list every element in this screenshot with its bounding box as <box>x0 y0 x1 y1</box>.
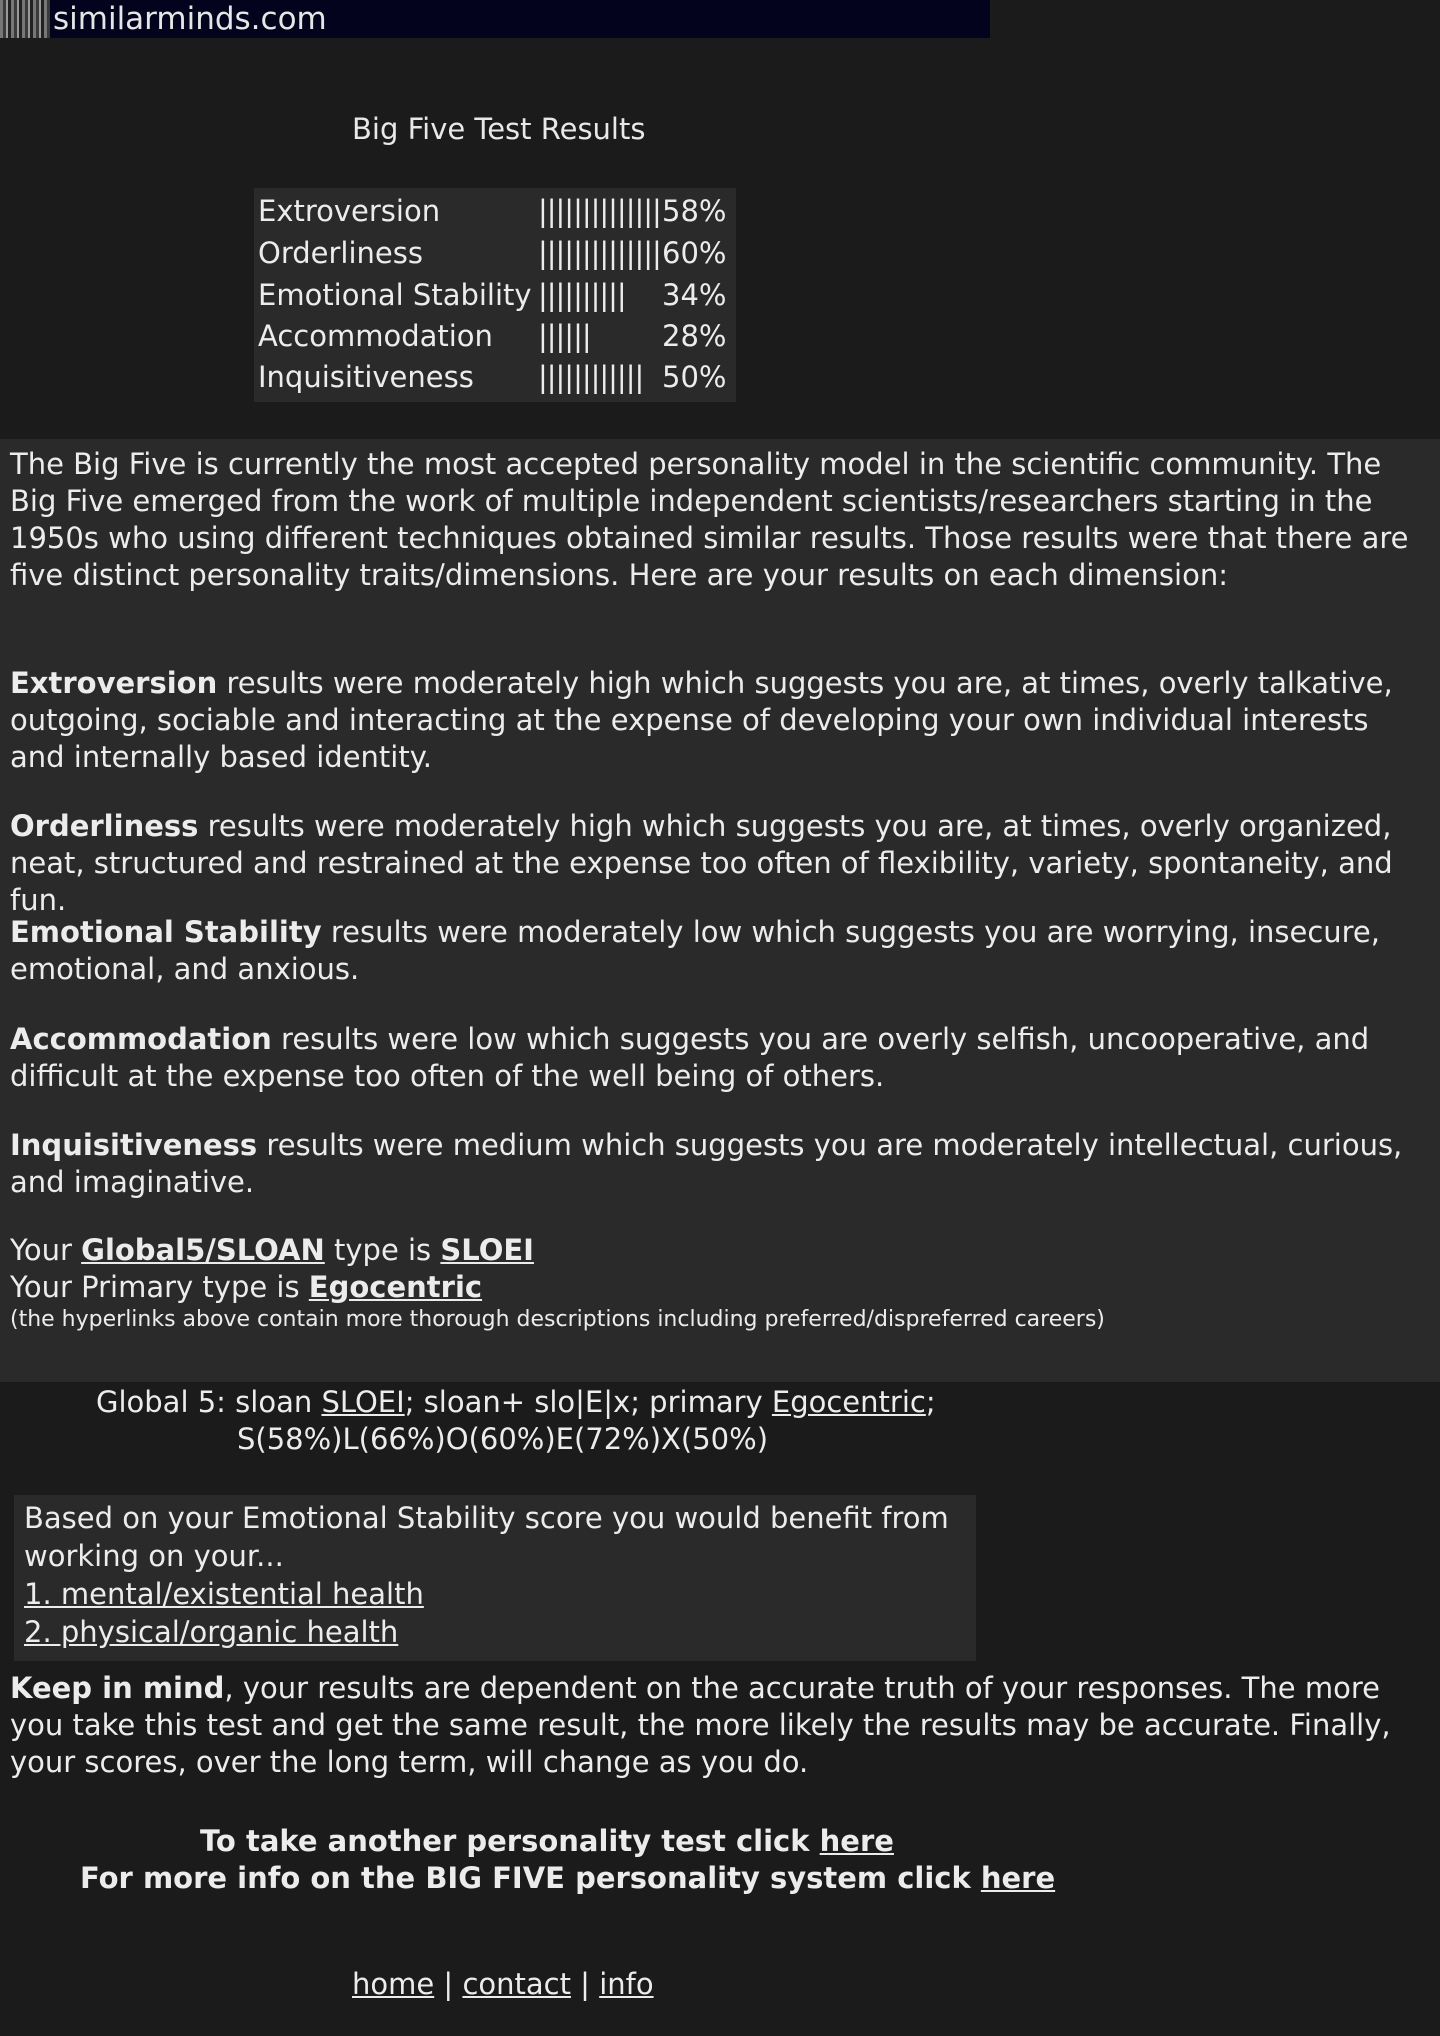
site-name[interactable]: similarminds.com <box>53 1 327 37</box>
score-percent: 28% <box>662 319 727 353</box>
intro-paragraph: The Big Five is currently the most accepted personality model in the scientific community. The Big Five emerged from the work of multiple independent scientists/researchers starting in the 1950s who using different techniques obtained similar results. Those results were that there are five distinct personality traits/dimensions. Here are your results on each dimension: <box>10 447 1409 592</box>
trait-text: results were moderately low which suggests you are worrying, insecure, emotional, and anxious. <box>10 915 1380 986</box>
trait-name: Emotional Stability <box>10 915 322 949</box>
top-bar <box>0 0 990 38</box>
score-bar: |||||||||||| <box>538 360 644 394</box>
global5-summary <box>96 1384 936 1458</box>
global5-mid: ; sloan+ slo|E|x; primary <box>404 1385 772 1419</box>
trait-text: results were moderately high which suggests you are, at times, overly organized, neat, structured and restrained at the expense too often of flexibility, variety, spontaneity, and fun. <box>10 809 1393 917</box>
score-percent: 58% <box>662 194 727 228</box>
trait-paragraph-orderliness <box>10 808 1420 919</box>
global5-primary-link[interactable]: Egocentric <box>771 1385 926 1419</box>
global5-suffix: ; <box>925 1385 936 1419</box>
score-bar: |||||||||||||| <box>538 236 661 270</box>
score-percent: 34% <box>662 278 727 312</box>
trait-label: Emotional Stability <box>258 278 532 312</box>
trait-paragraph-inquisitiveness <box>10 1127 1420 1201</box>
trait-name: Accommodation <box>10 1022 272 1056</box>
global5-sloan-link[interactable]: Global5/SLOAN <box>81 1233 325 1267</box>
trait-label: Accommodation <box>258 319 493 353</box>
score-bar: |||||| <box>538 319 591 353</box>
footer-contact-link[interactable]: contact <box>462 1967 571 2001</box>
footer-home-link[interactable]: home <box>352 1967 435 2001</box>
cta-more-info-text: For more info on the BIG FIVE personality system click <box>80 1861 981 1895</box>
cta-another-test <box>200 1823 894 1860</box>
trait-text: results were medium which suggests you are moderately intellectual, curious, and imaginative. <box>10 1128 1403 1199</box>
primary-prefix: Your Primary type is <box>10 1270 309 1304</box>
mental-health-link[interactable]: 1. mental/existential health <box>24 1577 424 1611</box>
footer-nav <box>352 1966 654 2003</box>
keep-in-mind-text: , your results are dependent on the accurate truth of your responses. The more you take this test and get the same result, the more likely the results may be accurate. Finally, your scores, over the long term, will change as you do. <box>10 1671 1391 1779</box>
cta-more-info <box>80 1860 1055 1897</box>
physical-health-link[interactable]: 2. physical/organic health <box>24 1615 399 1649</box>
trait-text: results were moderately high which suggests you are, at times, overly talkative, outgoing, sociable and interacting at the expense of developing your own individual interests and internally based identity. <box>10 666 1393 774</box>
primary-type-link[interactable]: Egocentric <box>308 1270 483 1304</box>
scores-table <box>254 188 736 402</box>
another-test-link[interactable]: here <box>819 1824 894 1858</box>
score-bar: |||||||||||||| <box>538 194 661 228</box>
footer-separator: | <box>434 1967 463 2001</box>
keep-in-mind-paragraph <box>10 1670 1420 1781</box>
trait-label: Inquisitiveness <box>258 360 474 394</box>
sloan-type-link[interactable]: SLOEI <box>440 1233 534 1267</box>
type-prefix: Your <box>10 1233 82 1267</box>
score-percent: 60% <box>662 236 727 270</box>
score-percent: 50% <box>662 360 727 394</box>
advice-text: Based on your Emotional Stability score you would benefit from working on your... <box>24 1501 949 1573</box>
results-title: Big Five Test Results <box>352 112 646 146</box>
cta-another-test-text: To take another personality test click <box>200 1824 820 1858</box>
trait-name: Orderliness <box>10 809 199 843</box>
score-bar: |||||||||| <box>538 278 626 312</box>
type-mid: type is <box>324 1233 441 1267</box>
global5-sloan-code-link[interactable]: SLOEI <box>321 1385 405 1419</box>
trait-paragraph-accommodation <box>10 1021 1420 1095</box>
trait-label: Extroversion <box>258 194 441 228</box>
trait-paragraph-extroversion <box>10 665 1420 776</box>
footer-separator: | <box>570 1967 600 2001</box>
keep-in-mind-bold: Keep in mind <box>10 1671 225 1705</box>
primary-type-line <box>10 1269 1420 1306</box>
trait-name: Extroversion <box>10 666 218 700</box>
global5-prefix: Global 5: sloan <box>96 1385 322 1419</box>
trait-label: Orderliness <box>258 236 423 270</box>
more-info-link[interactable]: here <box>980 1861 1056 1895</box>
trait-paragraph-emotional-stability <box>10 914 1420 988</box>
advice-box <box>14 1495 976 1661</box>
similarminds-logo-icon[interactable] <box>0 0 50 38</box>
description-section <box>0 439 1440 1382</box>
footer-info-link[interactable]: info <box>599 1967 654 2001</box>
trait-name: Inquisitiveness <box>10 1128 258 1162</box>
trait-text: results were low which suggests you are overly selfish, uncooperative, and difficult at the expense too often of the well being of others. <box>10 1022 1370 1093</box>
sloan-type-line <box>10 1232 1420 1269</box>
hyperlink-note: (the hyperlinks above contain more thorough descriptions including preferred/dispreferred careers) <box>10 1307 1105 1332</box>
global5-scores: S(58%)L(66%)O(60%)E(72%)X(50%) <box>237 1422 769 1456</box>
